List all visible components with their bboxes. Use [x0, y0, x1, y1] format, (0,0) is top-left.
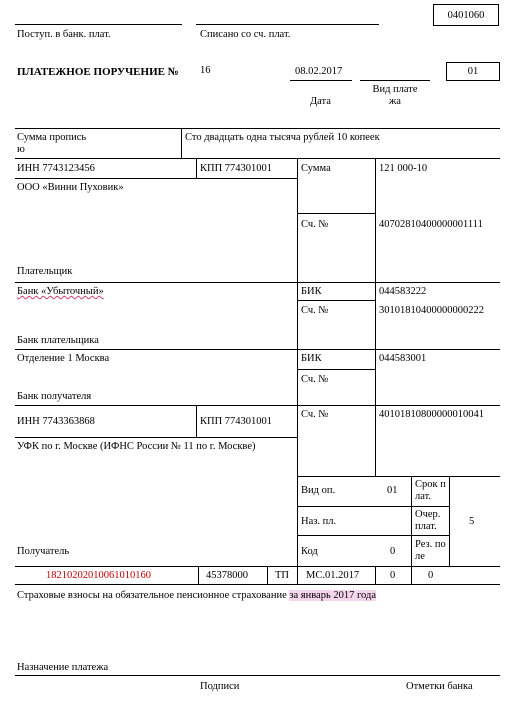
received-line — [15, 24, 182, 25]
date-line — [290, 80, 352, 81]
grid-line — [198, 566, 199, 584]
form-code-box — [433, 4, 499, 26]
bank-marks-label: Отметки банка — [406, 681, 473, 692]
grid-line — [375, 566, 376, 584]
purpose-bottom-line — [15, 675, 500, 676]
period-value: МС.01.2017 — [306, 570, 360, 581]
grid-line — [297, 158, 298, 584]
recipient-bik-label: БИК — [301, 353, 322, 364]
amount-words-value: Сто двадцать одна тысяча рублей 10 копеек — [185, 132, 380, 143]
received-label: Поступ. в банк. плат. — [17, 29, 111, 40]
recipient-bank-label: Банк получателя — [17, 391, 92, 402]
payer-acct-label: Сч. № — [301, 219, 329, 230]
recipient-inn: ИНН 7743363868 — [17, 416, 95, 427]
recipient-bank-acct-label: Сч. № — [301, 374, 329, 385]
payer-bank-name: Банк «Убыточный» — [17, 286, 104, 297]
kod-label: Код — [301, 546, 318, 557]
basis-value: ТП — [275, 570, 289, 581]
amount-words-label: Сумма прописью — [17, 132, 87, 156]
grid-line — [297, 506, 411, 507]
vid-op-value: 01 — [387, 485, 398, 496]
payer-bank-acct-label: Сч. № — [301, 305, 329, 316]
oktmo-value: 45378000 — [206, 570, 248, 581]
ocher-value: 5 — [469, 516, 475, 527]
grid-line — [411, 476, 412, 584]
rez-label: Рез. поле — [415, 539, 446, 563]
grid-line — [15, 158, 500, 159]
kbk-value: 18210202010061010160 — [46, 570, 151, 581]
vid-op-label: Вид оп. — [301, 485, 336, 496]
status-box — [446, 62, 500, 81]
grid-line — [15, 566, 500, 567]
payer-inn: ИНН 7743123456 — [17, 163, 95, 174]
grid-line — [449, 476, 450, 566]
purpose-text-highlight: за январь 2017 года — [289, 590, 377, 601]
grid-line — [297, 535, 411, 536]
recipient-kpp: КПП 774301001 — [200, 416, 273, 427]
payer-bik-label: БИК — [301, 286, 322, 297]
payer-account: 40702810400000001111 — [379, 219, 483, 230]
recipient-account: 40101810800000010041 — [379, 409, 484, 420]
payer-bank-label: Банк плательщика — [17, 335, 99, 346]
form-title: ПЛАТЕЖНОЕ ПОРУЧЕНИЕ № — [17, 66, 179, 78]
purpose-text — [17, 590, 376, 602]
recipient-bik: 044583001 — [379, 353, 427, 364]
grid-line — [15, 584, 500, 585]
purpose-text-plain: Страховые взносы на обязательное пенсионное страхование — [17, 590, 290, 601]
grid-line — [267, 566, 268, 584]
recipient-acct-label: Сч. № — [301, 409, 329, 420]
kod-value: 0 — [390, 546, 396, 557]
grid-line-amount-top — [15, 128, 500, 129]
status-value: 01 — [467, 66, 479, 77]
grid-line — [15, 349, 500, 350]
debited-label: Списано со сч. плат. — [200, 29, 291, 40]
grid-line — [15, 178, 297, 179]
grid-line — [375, 158, 376, 476]
payment-date: 08.02.2017 — [295, 66, 343, 77]
purpose-label: Назначение платежа — [17, 662, 109, 673]
payment-type-line — [360, 80, 430, 81]
payer-name: ООО «Винни Пуховик» — [17, 182, 124, 193]
payer-bik: 044583222 — [379, 286, 427, 297]
signatures-label: Подписи — [200, 681, 240, 692]
grid-line — [196, 158, 197, 178]
ocher-label: Очер. плат. — [415, 509, 441, 533]
grid-line — [411, 535, 449, 536]
grid-line — [196, 405, 197, 437]
grid-line — [15, 437, 297, 438]
form-code: 0401060 — [447, 9, 485, 21]
grid-line — [297, 213, 375, 214]
recipient-bank-name: Отделение 1 Москва — [17, 353, 110, 364]
summa-value: 121 000-10 — [379, 163, 428, 174]
debited-line — [196, 24, 379, 25]
date-label: Дата — [310, 96, 331, 107]
srok-label: Срок плат. — [415, 479, 446, 503]
payer-bank-account: 30101810400000000222 — [379, 305, 484, 316]
summa-label: Сумма — [301, 163, 331, 174]
grid-line — [297, 300, 375, 301]
doc-date-value: 0 — [428, 570, 434, 581]
grid-line — [15, 405, 500, 406]
payer-kpp: КПП 774301001 — [200, 163, 273, 174]
grid-line — [15, 282, 500, 283]
payment-type-label: Вид платежа — [372, 84, 418, 108]
grid-line — [411, 506, 449, 507]
grid-line — [297, 476, 500, 477]
payer-label: Плательщик — [17, 266, 73, 277]
naz-pl-label: Наз. пл. — [301, 516, 337, 527]
grid-line — [181, 128, 182, 158]
payment-number: 16 — [200, 65, 211, 76]
recipient-label: Получатель — [17, 546, 70, 557]
grid-line — [297, 369, 375, 370]
recipient-name: УФК по г. Москве (ИФНС России № 11 по г. Москве) — [17, 441, 256, 452]
doc-number-value: 0 — [390, 570, 396, 581]
